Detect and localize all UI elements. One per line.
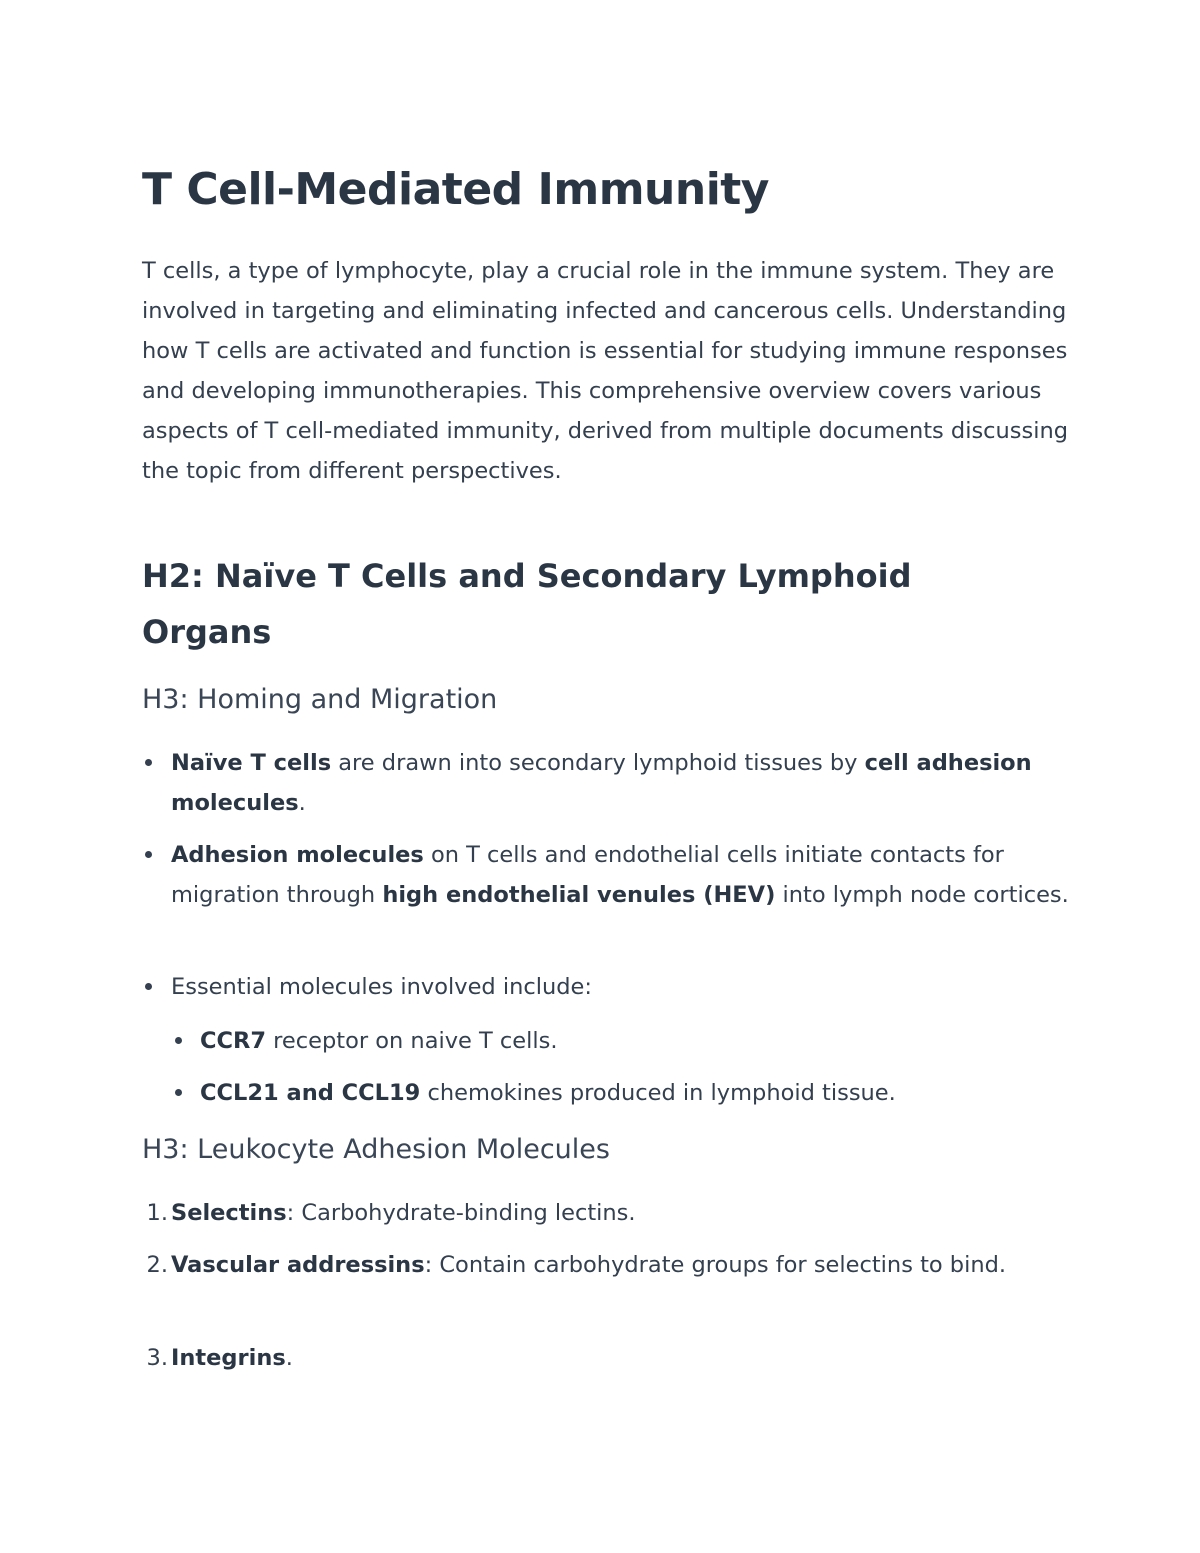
bold-term: CCL21 and CCL19 [200, 1080, 421, 1106]
sub-list-item: CCR7 receptor on naive T cells. [142, 1021, 1072, 1061]
page-title: T Cell-Mediated Immunity [142, 164, 769, 215]
bold-term: Adhesion molecules [171, 842, 424, 868]
bold-term: CCR7 [200, 1028, 267, 1054]
list-item: Essential molecules involved include: [142, 967, 1072, 1007]
subsection-heading-leukocyte-adhesion: H3: Leukocyte Adhesion Molecules [142, 1134, 610, 1165]
subsection-heading-homing: H3: Homing and Migration [142, 684, 498, 715]
bold-term: Vascular addressins [171, 1252, 425, 1278]
list-number: 3. [146, 1345, 168, 1371]
bold-term: high endothelial venules (HEV) [382, 882, 776, 908]
bullet-icon [175, 1089, 182, 1096]
list-number: 2. [146, 1252, 168, 1278]
section-heading-naive-t-cells: H2: Naïve T Cells and Secondary Lymphoid Organs [142, 557, 912, 651]
list-number: 1. [146, 1200, 168, 1226]
numbered-list-item: 3. Integrins. [142, 1338, 1072, 1378]
sub-list-item: CCL21 and CCL19 chemokines produced in lymphoid tissue. [142, 1073, 1072, 1113]
bullet-icon [145, 759, 152, 766]
numbered-list-item: 2. Vascular addressins: Contain carbohydrate groups for selectins to bind. [142, 1245, 1072, 1285]
bullet-icon [145, 983, 152, 990]
list-item: Naïve T cells are drawn into secondary lymphoid tissues by cell adhesion molecules. [142, 743, 1072, 823]
bullet-icon [145, 851, 152, 858]
bullet-icon [175, 1037, 182, 1044]
numbered-list-item: 1. Selectins: Carbohydrate-binding lectins. [142, 1193, 1072, 1233]
list-item: Adhesion molecules on T cells and endothelial cells initiate contacts for migration through high endothelial venules (HEV) into lymph node cortices. [142, 835, 1072, 915]
bold-term: cell adhesion molecules [171, 750, 1032, 816]
bold-term: Integrins [171, 1345, 286, 1371]
bold-term: Selectins [171, 1200, 287, 1226]
intro-paragraph: T cells, a type of lymphocyte, play a crucial role in the immune system. They are involved in targeting and eliminating infected and cancerous cells. Understanding how T cells are activated and function is essential for studying immune responses and developing immunotherapies. This comprehensive overview covers various aspects of T cell-mediated immunity, derived from multiple documents discussing the topic from different perspectives. [142, 258, 1069, 484]
bold-term: Naïve T cells [171, 750, 332, 776]
